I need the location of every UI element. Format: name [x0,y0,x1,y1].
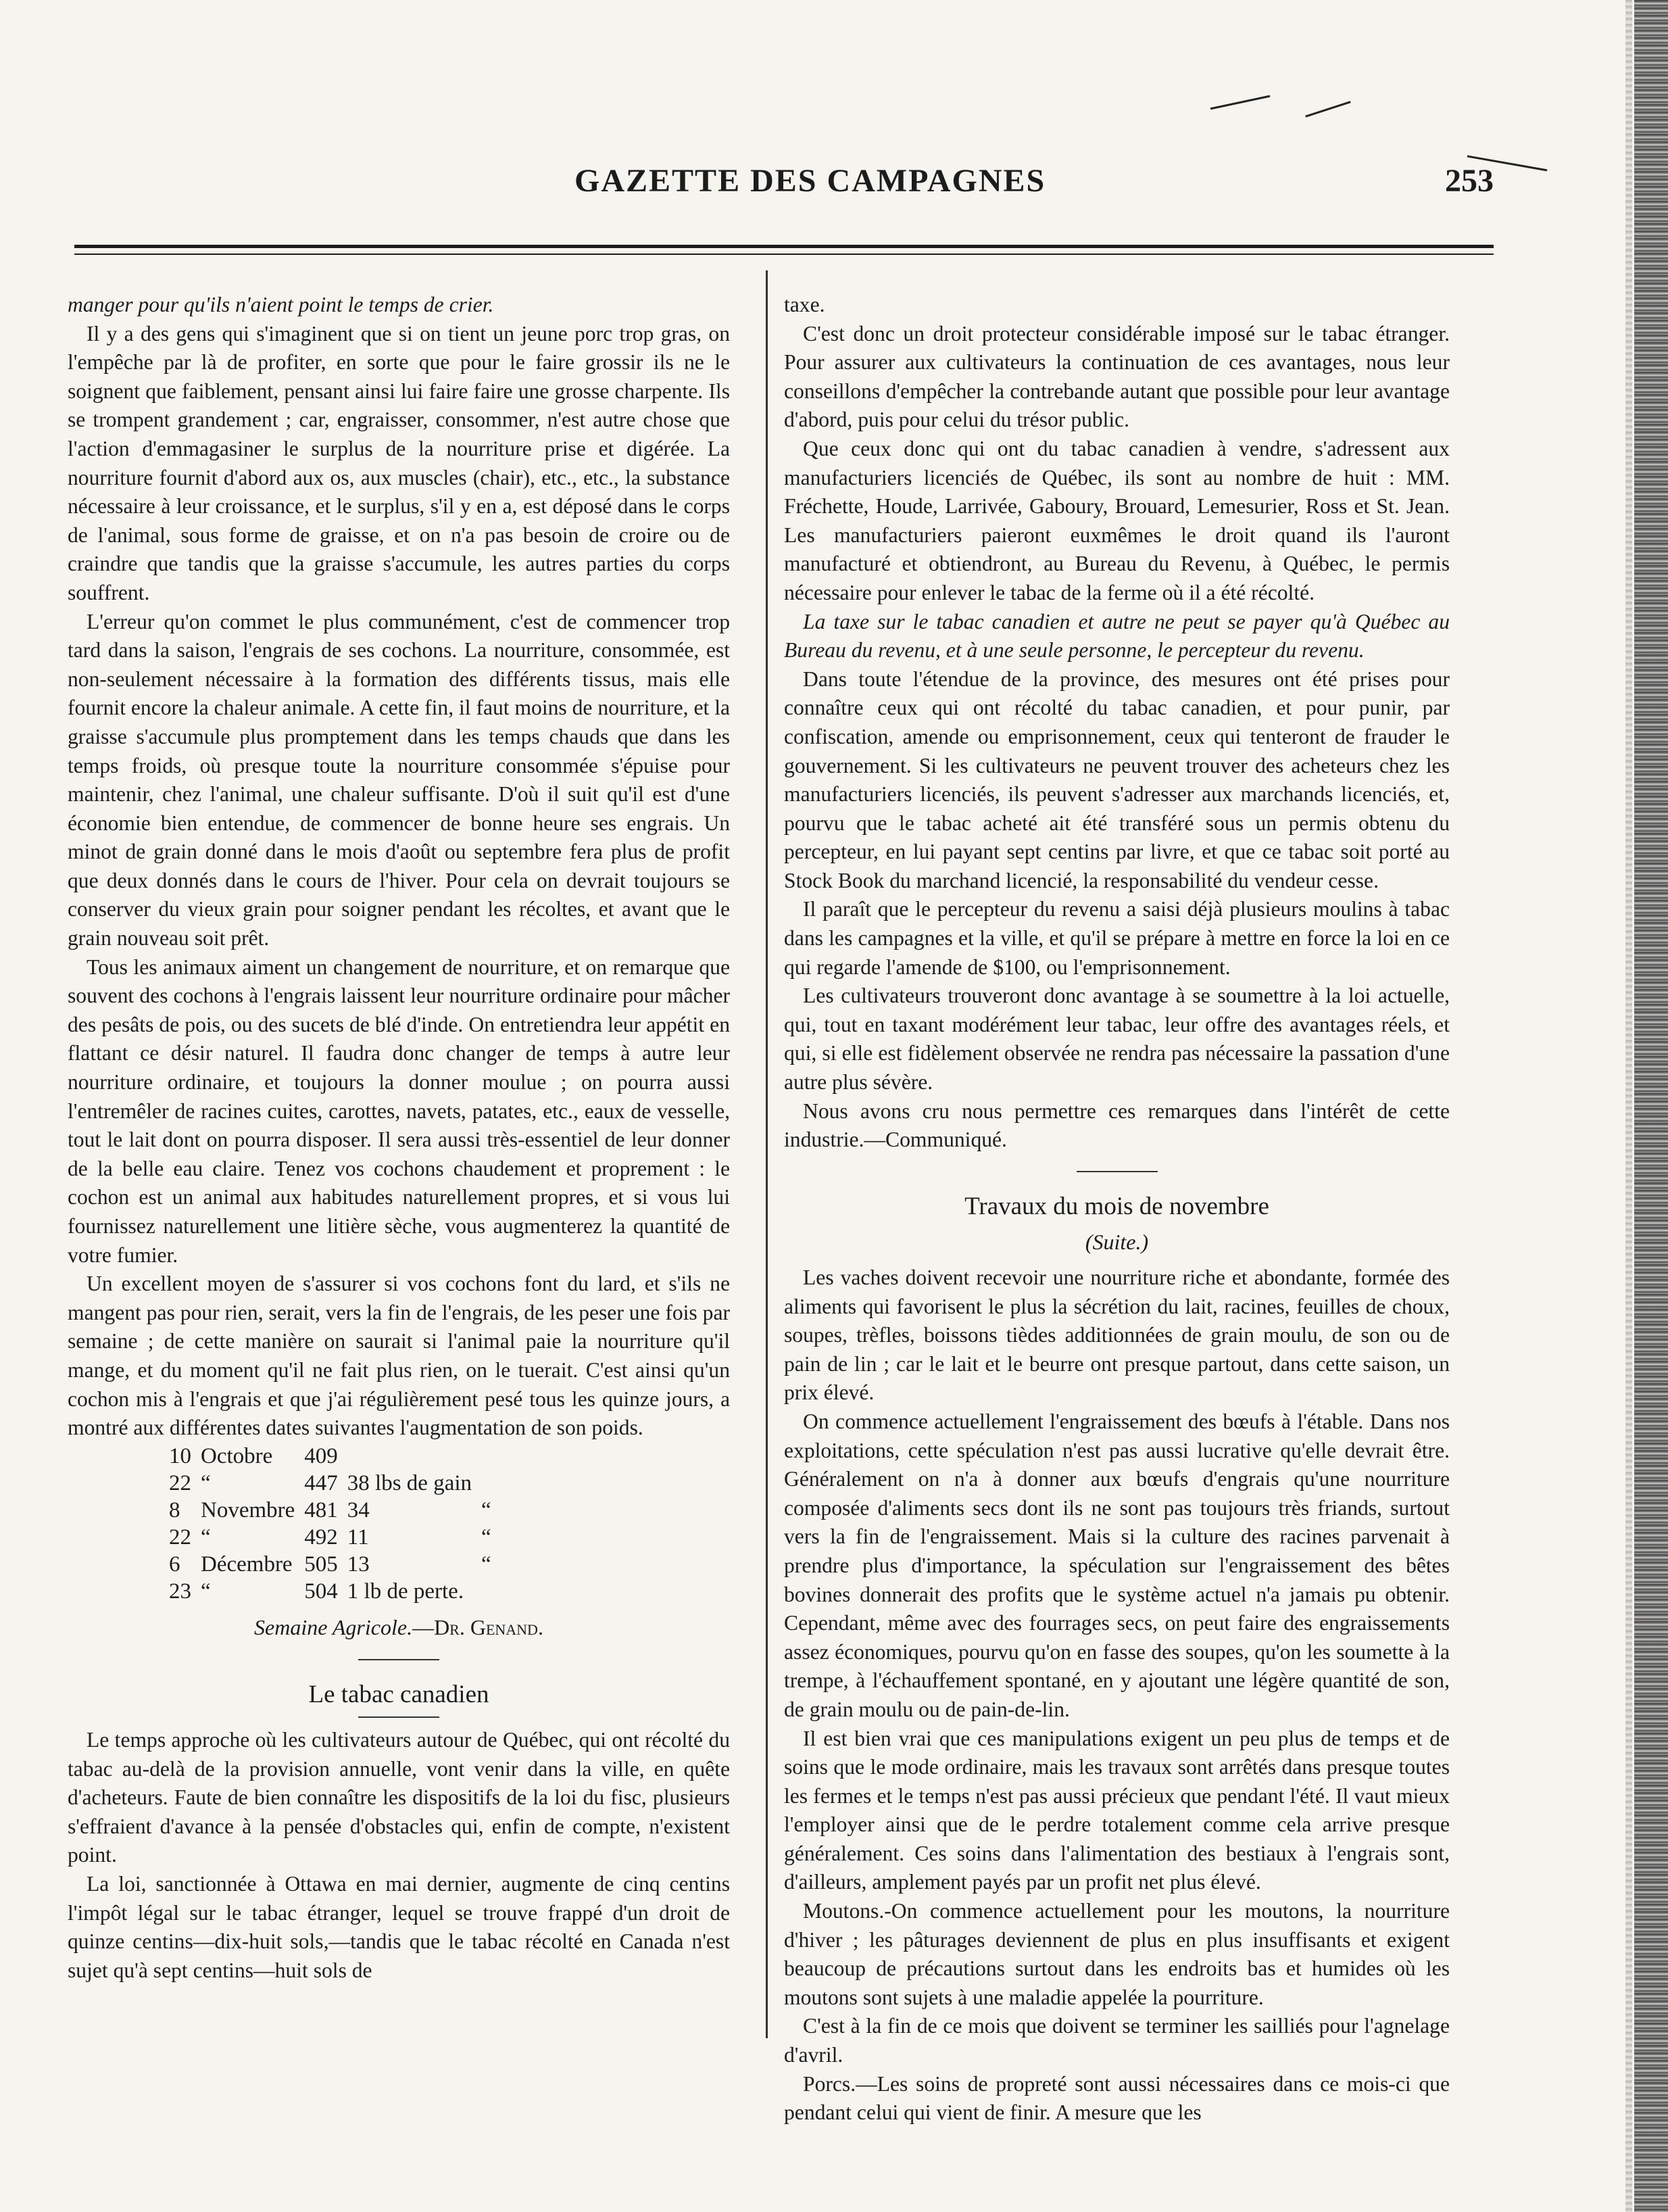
table-cell [347,1443,481,1470]
paragraph: Il est bien vrai que ces manipulations exigent un peu plus de temps et de soins que le mode ordinaire, mais les travaux sont arrêtés dans presque toutes les fermes et le temps n'est pas aussi précieux que pendant l'été. Il vaut mieux l'employer ainsi que de le perdre totalement comme cela arrive presque généralement. Ces soins dans l'alimentation des bestiaux à l'engrais sont, d'ailleurs, amplement payés par un profit net plus élevé. [784,1726,1450,1894]
table-cell: “ [201,1524,211,1549]
weights-table [169,1443,501,1605]
paragraph: L'erreur qu'on commet le plus communément, c'est de commencer trop tard dans la saison, l'engrais de ses cochons. La nourriture, consommée, est non-seulement nécessaire à la formation des différents tissus, mais elle fournit encore la chaleur animale. A cette fin, il faut moins de nourriture, et la graisse s'accumule plus promptement dans les temps chauds que dans les temps froids, où presque toute la nourriture consommée s'épuise pour maintenir, chez l'animal, une chaleur suffisante. D'où il suit qu'il est d'une économie bien entendue, de commencer de bonne heure ses engrais. Un minot de grain donné dans le mois d'août ou septembre fera plus de profit que deux donnés dans le cours de l'hiver. Pour cela on devrait toujours se conserver du vieux grain pour soigner pendant les récoltes, et avant que le grain nouveau soit prêt. [68,609,730,951]
paragraph: On commence actuellement l'engraissement des bœufs à l'étable. Dans nos exploitations, cette spéculation n'est pas aussi lucrative qu'elle devrait être. Généralement on n'a à donner aux bœufs d'engrais qu'une nourriture composée d'aliments secs dont ils ne sont pas toujours très friands, surtout vers la fin de l'engraissement. Mais si la culture des racines parvenait à prendre plus d'importance, la spéculation sur l'engraissement des bêtes bovines donnerait des profits que le système actuel n'a jamais pu obtenir. Cependant, même avec des fourrages secs, on peut faire des engraissements assez économiques, pourvu qu'on en fasse des soupes, qu'on les soumette à la trempe, à l'échauffement spontané, en y ajoutant une légère quantité de son, de grain moulu ou de pain-de-lin. [784,1409,1450,1721]
table-cell [481,1470,501,1497]
table-cell [481,1443,501,1470]
table-cell: “ [481,1524,491,1549]
paragraph: Le temps approche où les cultivateurs autour de Québec, qui ont récolté du tabac au-delà de la provision annuelle, vont venir dans la ville, en quête d'acheteurs. Faute de bien connaître les dispositifs de la loi du fisc, plusieurs s'effraient d'avance à la pensée d'obstacles qui, enfin de compte, n'existent point. [68,1727,730,1867]
paragraph: Les cultivateurs trouveront donc avantage à se soumettre à la loi actuelle, qui, tout en taxant modérément leur tabac, leur offre des avantages réels, et qui, si elle est fidèlement observée ne rendra pas nécessaire la passation d'une autre plus sévère. [784,984,1450,1095]
table-cell: 10 [169,1443,191,1468]
paragraph: La taxe sur le tabac canadien et autre ne peut se payer qu'à Québec au Bureau du revenu, et à une seule personne, le percepteur du revenu. [784,609,1450,663]
paragraph: Il y a des gens qui s'imaginent que si on tient un jeune porc trop gras, on l'empêche par là de profiter, en sorte que pour le faire grossir ils ne le soignent que faiblement, pensant ainsi lui faire faire une grosse charpente. Ils se trompent grandement ; car, engraisser, consommer, n'est autre chose que l'action d'emmagasiner le surplus de la nourriture prise et digérée. La nourriture fournit d'abord aux os, aux muscles (chair), etc., etc., la substance nécessaire à leur croissance, et le surplus, s'il y en a, est déposé dans le corps de l'animal, sous forme de graisse, et on n'a pas besoin de croire ou de craindre que tandis que la graisse s'accumule, les autres parties du corps souffrent. [68,321,730,604]
pen-mark [1210,95,1271,110]
table-cell: 11 [347,1524,369,1549]
section-rule [1077,1171,1158,1172]
signature-source: Semaine Agricole. [254,1614,413,1639]
table-cell: Octobre [201,1443,273,1468]
table-cell: 38 lbs de gain [347,1470,472,1495]
table-cell: 13 [347,1552,370,1577]
table-cell: 22 [169,1470,191,1495]
table-cell: 409 [304,1443,338,1468]
paragraph: Il paraît que le percepteur du revenu a saisi déjà plusieurs moulins à tabac dans les campagnes et la ville, et qu'il se prépare à mettre en force la loi en ce qui regarde l'amende de $100, ou l'emprisonnement. [784,897,1450,979]
table-cell: 492 [304,1524,338,1549]
scan-edge [1634,0,1668,2212]
table-cell: 8 [169,1497,180,1522]
table-cell: Décembre [201,1552,293,1577]
table-cell [481,1578,501,1605]
table-cell: 505 [304,1552,338,1577]
paragraph: Un excellent moyen de s'assurer si vos cochons font du lard, et s'ils ne mangent pas pour rien, serait, vers la fin de l'engrais, de les peser une fois par semaine ; de cette manière on saurait si l'animal paie la nourriture qu'il mange, et du moment qu'il ne fait plus rien, on le tuerait. C'est ainsi qu'un cochon mis à l'engrais et que j'ai régulièrement pesé tous les quinze jours, a montré aux différentes dates suivantes l'augmentation de son poids. [68,1272,730,1440]
table-cell: 22 [169,1524,191,1549]
table-cell: 34 [347,1497,370,1522]
table-cell: 481 [304,1497,338,1522]
paragraph: C'est donc un droit protecteur considérable imposé sur le tabac étranger. Pour assurer aux cultivateurs la continuation de ces avantages, nous leur conseillons d'empêcher la contrebande autant que possible pour leur avantage d'abord, puis pour celui du trésor public. [784,321,1450,432]
signature-author: —Dr. Genand. [412,1614,543,1639]
table-cell: “ [481,1552,491,1577]
column-divider [766,270,768,2038]
table-row [169,1578,501,1605]
scan-edge-inner [1625,0,1632,2212]
paragraph: Les vaches doivent recevoir une nourriture riche et abondante, formée des aliments qui favorisent le plus la sécrétion du lait, racines, feuilles de choux, soupes, trèfles, boissons tièdes additionnées de grain moulu, de son ou de pain de lin ; car le lait et le beurre ont presque partout, dans cette saison, un prix élevé. [784,1266,1450,1405]
section-title-tabac: Le tabac canadien [308,1681,489,1709]
table-row [169,1551,501,1578]
section-subtitle: (Suite.) [1085,1230,1149,1255]
header-rule-thin [74,254,1494,255]
table-cell: Novembre [201,1497,295,1522]
table-row [169,1470,501,1497]
right-column [784,291,1450,2127]
paragraph: Que ceux donc qui ont du tabac canadien à vendre, s'adressent aux manufacturiers licenciés de Québec, ils sont au nombre de huit : MM. Fréchette, Houde, Larrivée, Gaboury, Brouard, Lemesurier, Ross et St. Jean. Les manufacturiers paieront euxmêmes le droit quand ils l'auront manufacturé et obtiendront, au Bureau du Revenu, à Québec, le permis nécessaire pour enlever le tabac de la ferme où il a été récolté. [784,436,1450,604]
table-cell: 504 [304,1579,338,1604]
page-number: 253 [1445,163,1494,199]
left-column [68,291,730,1985]
table-cell: “ [201,1470,211,1495]
header-rule [74,245,1494,248]
page-title: GAZETTE DES CAMPAGNES [574,163,1046,199]
paragraph: C'est à la fin de ce mois que doivent se terminer les sailliés pour l'agnelage d'avril. [784,2014,1450,2067]
section-rule [358,1716,439,1718]
table-row [169,1497,501,1524]
table-row [169,1443,501,1470]
paragraph: Nous avons cru nous permettre ces remarques dans l'intérêt de cette industrie.—Communiqué. [784,1099,1450,1152]
table-cell: 23 [169,1579,191,1604]
section-rule [358,1659,439,1660]
paragraph: Tous les animaux aiment un changement de nourriture, et on remarque que souvent des cochons à l'engrais laissent leur nourriture ordinaire pour mâcher des pesâts de pois, ou des sucets de blé d'inde. On entretiendra leur appétit en flattant ce désir naturel. Il faudra donc changer de temps à autre leur nourriture ordinaire, et toujours la donner moulue ; on pourra aussi l'entremêler de racines cuites, carottes, navets, patates, etc., eaux de vesselle, tout le lait dont on pourra disposer. Il sera aussi très-essentiel de leur donner de la belle eau claire. Tenez vos cochons chaudement et proprement : le cochon est un animal aux habitudes naturellement propres, et si vous lui fournissez naturellement une litière sèche, vous augmenterez la quantité de votre fumier. [68,955,730,1267]
article-signature [68,1613,730,1642]
pen-mark [1305,101,1351,117]
table-cell: 447 [304,1470,338,1495]
paragraph: Dans toute l'étendue de la province, des mesures ont été prises pour connaître ceux qui ont récolté du tabac canadien, et pour punir, par confiscation, amende ou emprisonnement, ceux qui tenteront de frauder le gouvernement. Si les cultivateurs ne peuvent trouver des acheteurs chez les manufacturiers licenciés, ils peuvent s'adresser aux marchands licenciés, et, pourvu que le tabac acheté ait été transféré sous un permis obtenu du percepteur, en lui payant sept centins par livre, et que ce tabac soit porté au Stock Book du marchand licencié, la responsabilité du vendeur cesse. [784,667,1450,892]
table-cell: “ [201,1579,211,1604]
paragraph: La loi, sanctionnée à Ottawa en mai dernier, augmente de cinq centins l'impôt légal sur le tabac étranger, lequel se trouve frappé d'un droit de quinze centins—dix-huit sols,—tandis que le tabac récolté en Canada n'est sujet qu'à sept centins—huit sols de [68,1871,730,1982]
table-cell: 1 lb de perte. [347,1579,464,1604]
paragraph: manger pour qu'ils n'aient point le temps de crier. [68,293,494,316]
table-cell: 6 [169,1552,180,1577]
paragraph: taxe. [784,293,825,316]
page-header [74,162,1494,210]
table-cell: “ [481,1497,491,1522]
table-row [169,1524,501,1551]
paragraph: Moutons.-On commence actuellement pour les moutons, la nourriture d'hiver ; les pâturages deviennent de plus en plus insuffisants et exigent beaucoup de précautions surtout dans les endroits bas et humides où les moutons sont sujets à une maladie appelée la pourriture. [784,1899,1450,2009]
section-title-travaux: Travaux du mois de novembre [964,1192,1269,1220]
paragraph: Porcs.—Les soins de propreté sont aussi nécessaires dans ce mois-ci que pendant celui qui vient de finir. A mesure que les [784,2071,1450,2125]
